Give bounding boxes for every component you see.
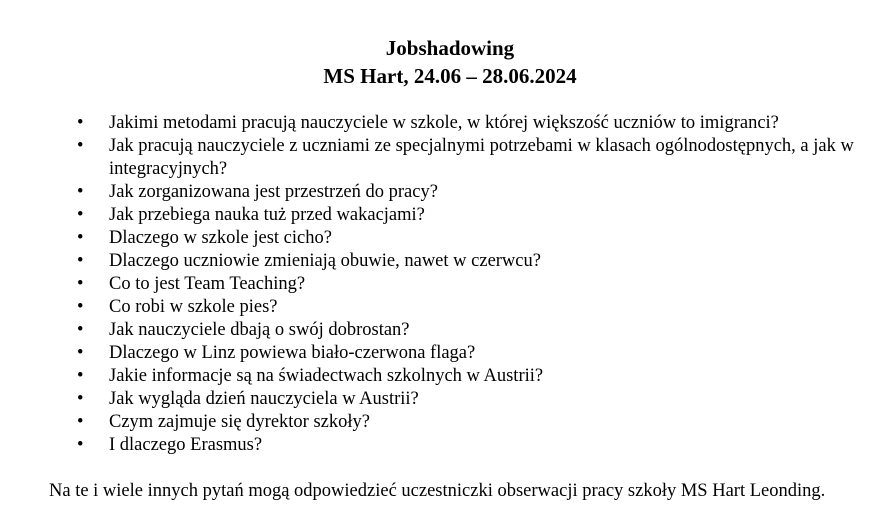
bullet: • <box>77 228 84 248</box>
bullet: • <box>77 205 84 225</box>
question-item <box>0 342 869 365</box>
question-text: Jakimi metodami pracują nauczyciele w szkole, w której większość uczniów to imigranci? <box>109 113 779 133</box>
document-subtitle: MS Hart, 24.06 – 28.06.2024 <box>323 64 577 88</box>
bullet: • <box>77 435 84 455</box>
question-item <box>0 227 869 250</box>
question-item <box>0 273 869 296</box>
question-text: Dlaczego w szkole jest cicho? <box>109 228 332 248</box>
question-item <box>0 181 869 204</box>
question-item <box>0 319 869 342</box>
question-text: Czym zajmuje się dyrektor szkoły? <box>109 412 370 432</box>
bullet: • <box>77 297 84 317</box>
question-item <box>0 388 869 411</box>
question-item <box>0 204 869 227</box>
bullet: • <box>77 274 84 294</box>
question-item <box>0 135 869 181</box>
question-item <box>0 250 869 273</box>
question-text: Jakie informacje są na świadectwach szkolnych w Austrii? <box>109 366 544 386</box>
question-text: Co robi w szkole pies? <box>109 297 278 317</box>
question-item <box>0 411 869 434</box>
question-text: Dlaczego uczniowie zmieniają obuwie, nawet w czerwcu? <box>109 251 541 271</box>
bullet: • <box>77 251 84 271</box>
bullet: • <box>77 343 84 363</box>
question-item <box>0 365 869 388</box>
question-text: Jak wygląda dzień nauczyciela w Austrii? <box>109 389 419 409</box>
bullet: • <box>77 113 84 133</box>
question-item <box>0 434 869 457</box>
question-item <box>0 296 869 319</box>
document-title: Jobshadowing <box>385 36 515 60</box>
question-text: Jak zorganizowana jest przestrzeń do pracy? <box>109 182 438 202</box>
question-text: Co to jest Team Teaching? <box>109 274 306 294</box>
bullet: • <box>77 136 84 156</box>
bullet: • <box>77 320 84 340</box>
bullet: • <box>77 389 84 409</box>
question-text: Dlaczego w Linz powiewa biało-czerwona flaga? <box>109 343 476 363</box>
bullet: • <box>77 366 84 386</box>
questions-list <box>0 112 869 457</box>
bullet: • <box>77 412 84 432</box>
question-text: Jak nauczyciele dbają o swój dobrostan? <box>109 320 410 340</box>
question-item <box>0 112 869 135</box>
question-text: I dlaczego Erasmus? <box>109 435 263 455</box>
bullet: • <box>77 182 84 202</box>
question-text: Jak pracują nauczyciele z uczniami ze specjalnymi potrzebami w klasach ogólnodostępnych, a jak w integracyjnych? <box>109 136 854 179</box>
closing-paragraph: Na te i wiele innych pytań mogą odpowiedzieć uczestniczki obserwacji pracy szkoły MS Hart Leonding. <box>49 481 826 501</box>
question-text: Jak przebiega nauka tuż przed wakacjami? <box>109 205 425 225</box>
